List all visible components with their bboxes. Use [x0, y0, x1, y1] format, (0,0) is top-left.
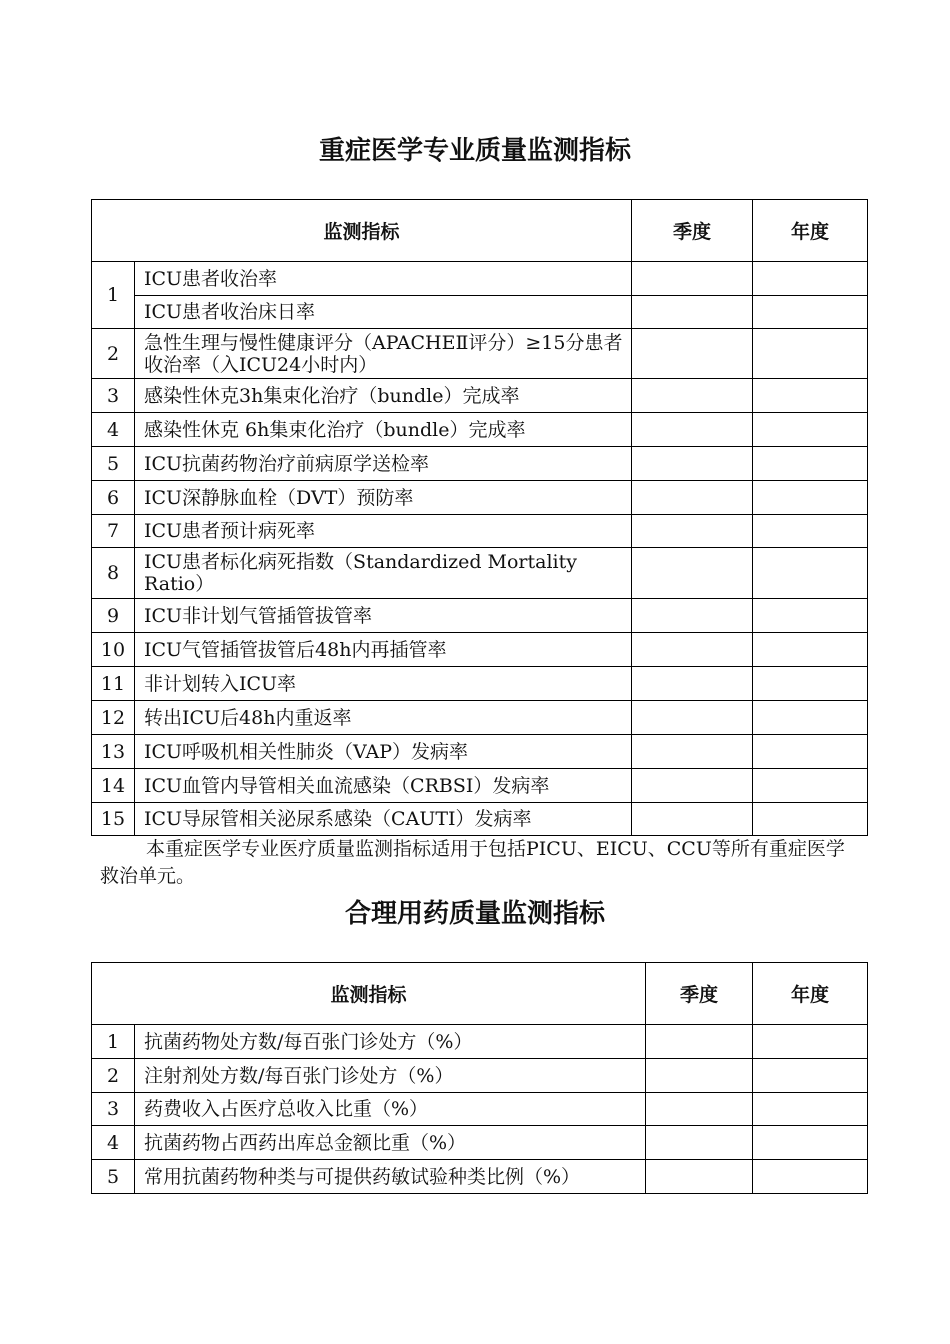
row-number: 4 — [92, 413, 135, 447]
table-row — [92, 413, 868, 447]
row-number: 14 — [92, 769, 135, 803]
indicator-text: 抗菌药物占西药出库总金额比重（%） — [135, 1126, 646, 1160]
year-cell — [753, 548, 868, 599]
table-row — [92, 515, 868, 548]
row-number: 3 — [92, 379, 135, 413]
row-number: 5 — [92, 1160, 135, 1194]
header-quarter: 季度 — [646, 963, 753, 1025]
indicator-text: ICU呼吸机相关性肺炎（VAP）发病率 — [135, 735, 632, 769]
year-cell — [753, 803, 868, 836]
year-cell — [753, 667, 868, 701]
header-indicator: 监测指标 — [92, 200, 632, 262]
table-row — [92, 667, 868, 701]
section-title: 合理用药质量监测指标 — [344, 899, 605, 929]
row-number: 2 — [92, 1059, 135, 1093]
quarter-cell — [632, 735, 753, 769]
quarter-cell — [632, 379, 753, 413]
indicator-text: 药费收入占医疗总收入比重（%） — [135, 1093, 646, 1126]
indicator-text: 非计划转入ICU率 — [135, 667, 632, 701]
year-cell — [753, 1025, 868, 1059]
quarter-cell — [632, 413, 753, 447]
year-cell — [753, 329, 868, 379]
quarter-cell — [632, 296, 753, 329]
icu-indicator-table — [91, 199, 868, 836]
table-row — [92, 1126, 868, 1160]
header-year: 年度 — [753, 963, 868, 1025]
table-row — [92, 379, 868, 413]
indicator-text: ICU气管插管拔管后48h内再插管率 — [135, 633, 632, 667]
table-row — [92, 769, 868, 803]
year-cell — [753, 701, 868, 735]
table-row — [92, 1093, 868, 1126]
indicator-text: ICU非计划气管插管拔管率 — [135, 599, 632, 633]
indicator-text: 急性生理与慢性健康评分（APACHEⅡ评分）≥15分患者收治率（入ICU24小时内） — [135, 329, 632, 379]
table-row — [92, 548, 868, 599]
year-cell — [753, 262, 868, 296]
quarter-cell — [646, 1025, 753, 1059]
indicator-text: 常用抗菌药物种类与可提供药敏试验种类比例（%） — [135, 1160, 646, 1194]
header-quarter: 季度 — [632, 200, 753, 262]
year-cell — [753, 769, 868, 803]
table-row — [92, 296, 868, 329]
year-cell — [753, 633, 868, 667]
row-number: 9 — [92, 599, 135, 633]
row-number: 8 — [92, 548, 135, 599]
year-cell — [753, 447, 868, 481]
indicator-text: ICU深静脉血栓（DVT）预防率 — [135, 481, 632, 515]
row-number: 15 — [92, 803, 135, 836]
year-cell — [753, 296, 868, 329]
year-cell — [753, 1126, 868, 1160]
header-indicator: 监测指标 — [92, 963, 646, 1025]
quarter-cell — [632, 515, 753, 548]
quarter-cell — [632, 667, 753, 701]
table-header-row — [92, 200, 868, 262]
table-row — [92, 1025, 868, 1059]
header-year: 年度 — [753, 200, 868, 262]
year-cell — [753, 1059, 868, 1093]
row-number: 11 — [92, 667, 135, 701]
page-title: 重症医学专业质量监测指标 — [318, 136, 631, 166]
row-number: 13 — [92, 735, 135, 769]
quarter-cell — [632, 599, 753, 633]
indicator-text: ICU血管内导管相关血流感染（CRBSI）发病率 — [135, 769, 632, 803]
row-number: 2 — [92, 329, 135, 379]
table-row — [92, 447, 868, 481]
applicability-note: 本重症医学专业医疗质量监测指标适用于包括PICU、EICU、CCU等所有重症医学救治单元。 — [100, 838, 845, 887]
row-number: 1 — [92, 262, 135, 329]
row-number: 5 — [92, 447, 135, 481]
table-row — [92, 1059, 868, 1093]
quarter-cell — [632, 769, 753, 803]
year-cell — [753, 735, 868, 769]
quarter-cell — [646, 1093, 753, 1126]
indicator-text: ICU患者收治率 — [135, 262, 632, 296]
year-cell — [753, 599, 868, 633]
indicator-text: 抗菌药物处方数/每百张门诊处方（%） — [135, 1025, 646, 1059]
quarter-cell — [632, 447, 753, 481]
table-header-row — [92, 963, 868, 1025]
row-number: 6 — [92, 481, 135, 515]
year-cell — [753, 515, 868, 548]
row-number: 1 — [92, 1025, 135, 1059]
indicator-text: ICU患者预计病死率 — [135, 515, 632, 548]
year-cell — [753, 379, 868, 413]
row-number: 7 — [92, 515, 135, 548]
quarter-cell — [646, 1059, 753, 1093]
row-number: 4 — [92, 1126, 135, 1160]
year-cell — [753, 413, 868, 447]
table-row — [92, 701, 868, 735]
year-cell — [753, 1093, 868, 1126]
table-row — [92, 1160, 868, 1194]
indicator-text: ICU患者收治床日率 — [135, 296, 632, 329]
quarter-cell — [632, 262, 753, 296]
quarter-cell — [632, 803, 753, 836]
indicator-text: ICU患者标化病死指数（Standardized Mortality Ratio） — [135, 548, 632, 599]
indicator-text: ICU导尿管相关泌尿系感染（CAUTI）发病率 — [135, 803, 632, 836]
table-row — [92, 633, 868, 667]
indicator-text: 感染性休克 6h集束化治疗（bundle）完成率 — [135, 413, 632, 447]
indicator-text: 转出ICU后48h内重返率 — [135, 701, 632, 735]
indicator-text: 感染性休克3h集束化治疗（bundle）完成率 — [135, 379, 632, 413]
table-row — [92, 481, 868, 515]
table-row — [92, 803, 868, 836]
year-cell — [753, 1160, 868, 1194]
indicator-text: ICU抗菌药物治疗前病原学送检率 — [135, 447, 632, 481]
row-number: 3 — [92, 1093, 135, 1126]
table-row — [92, 329, 868, 379]
quarter-cell — [632, 548, 753, 599]
quarter-cell — [646, 1126, 753, 1160]
table-row — [92, 262, 868, 296]
quarter-cell — [632, 481, 753, 515]
quarter-cell — [632, 329, 753, 379]
quarter-cell — [632, 701, 753, 735]
quarter-cell — [646, 1160, 753, 1194]
row-number: 12 — [92, 701, 135, 735]
medication-indicator-table — [91, 962, 868, 1194]
indicator-text: 注射剂处方数/每百张门诊处方（%） — [135, 1059, 646, 1093]
year-cell — [753, 481, 868, 515]
row-number: 10 — [92, 633, 135, 667]
table-row — [92, 599, 868, 633]
quarter-cell — [632, 633, 753, 667]
table-row — [92, 735, 868, 769]
